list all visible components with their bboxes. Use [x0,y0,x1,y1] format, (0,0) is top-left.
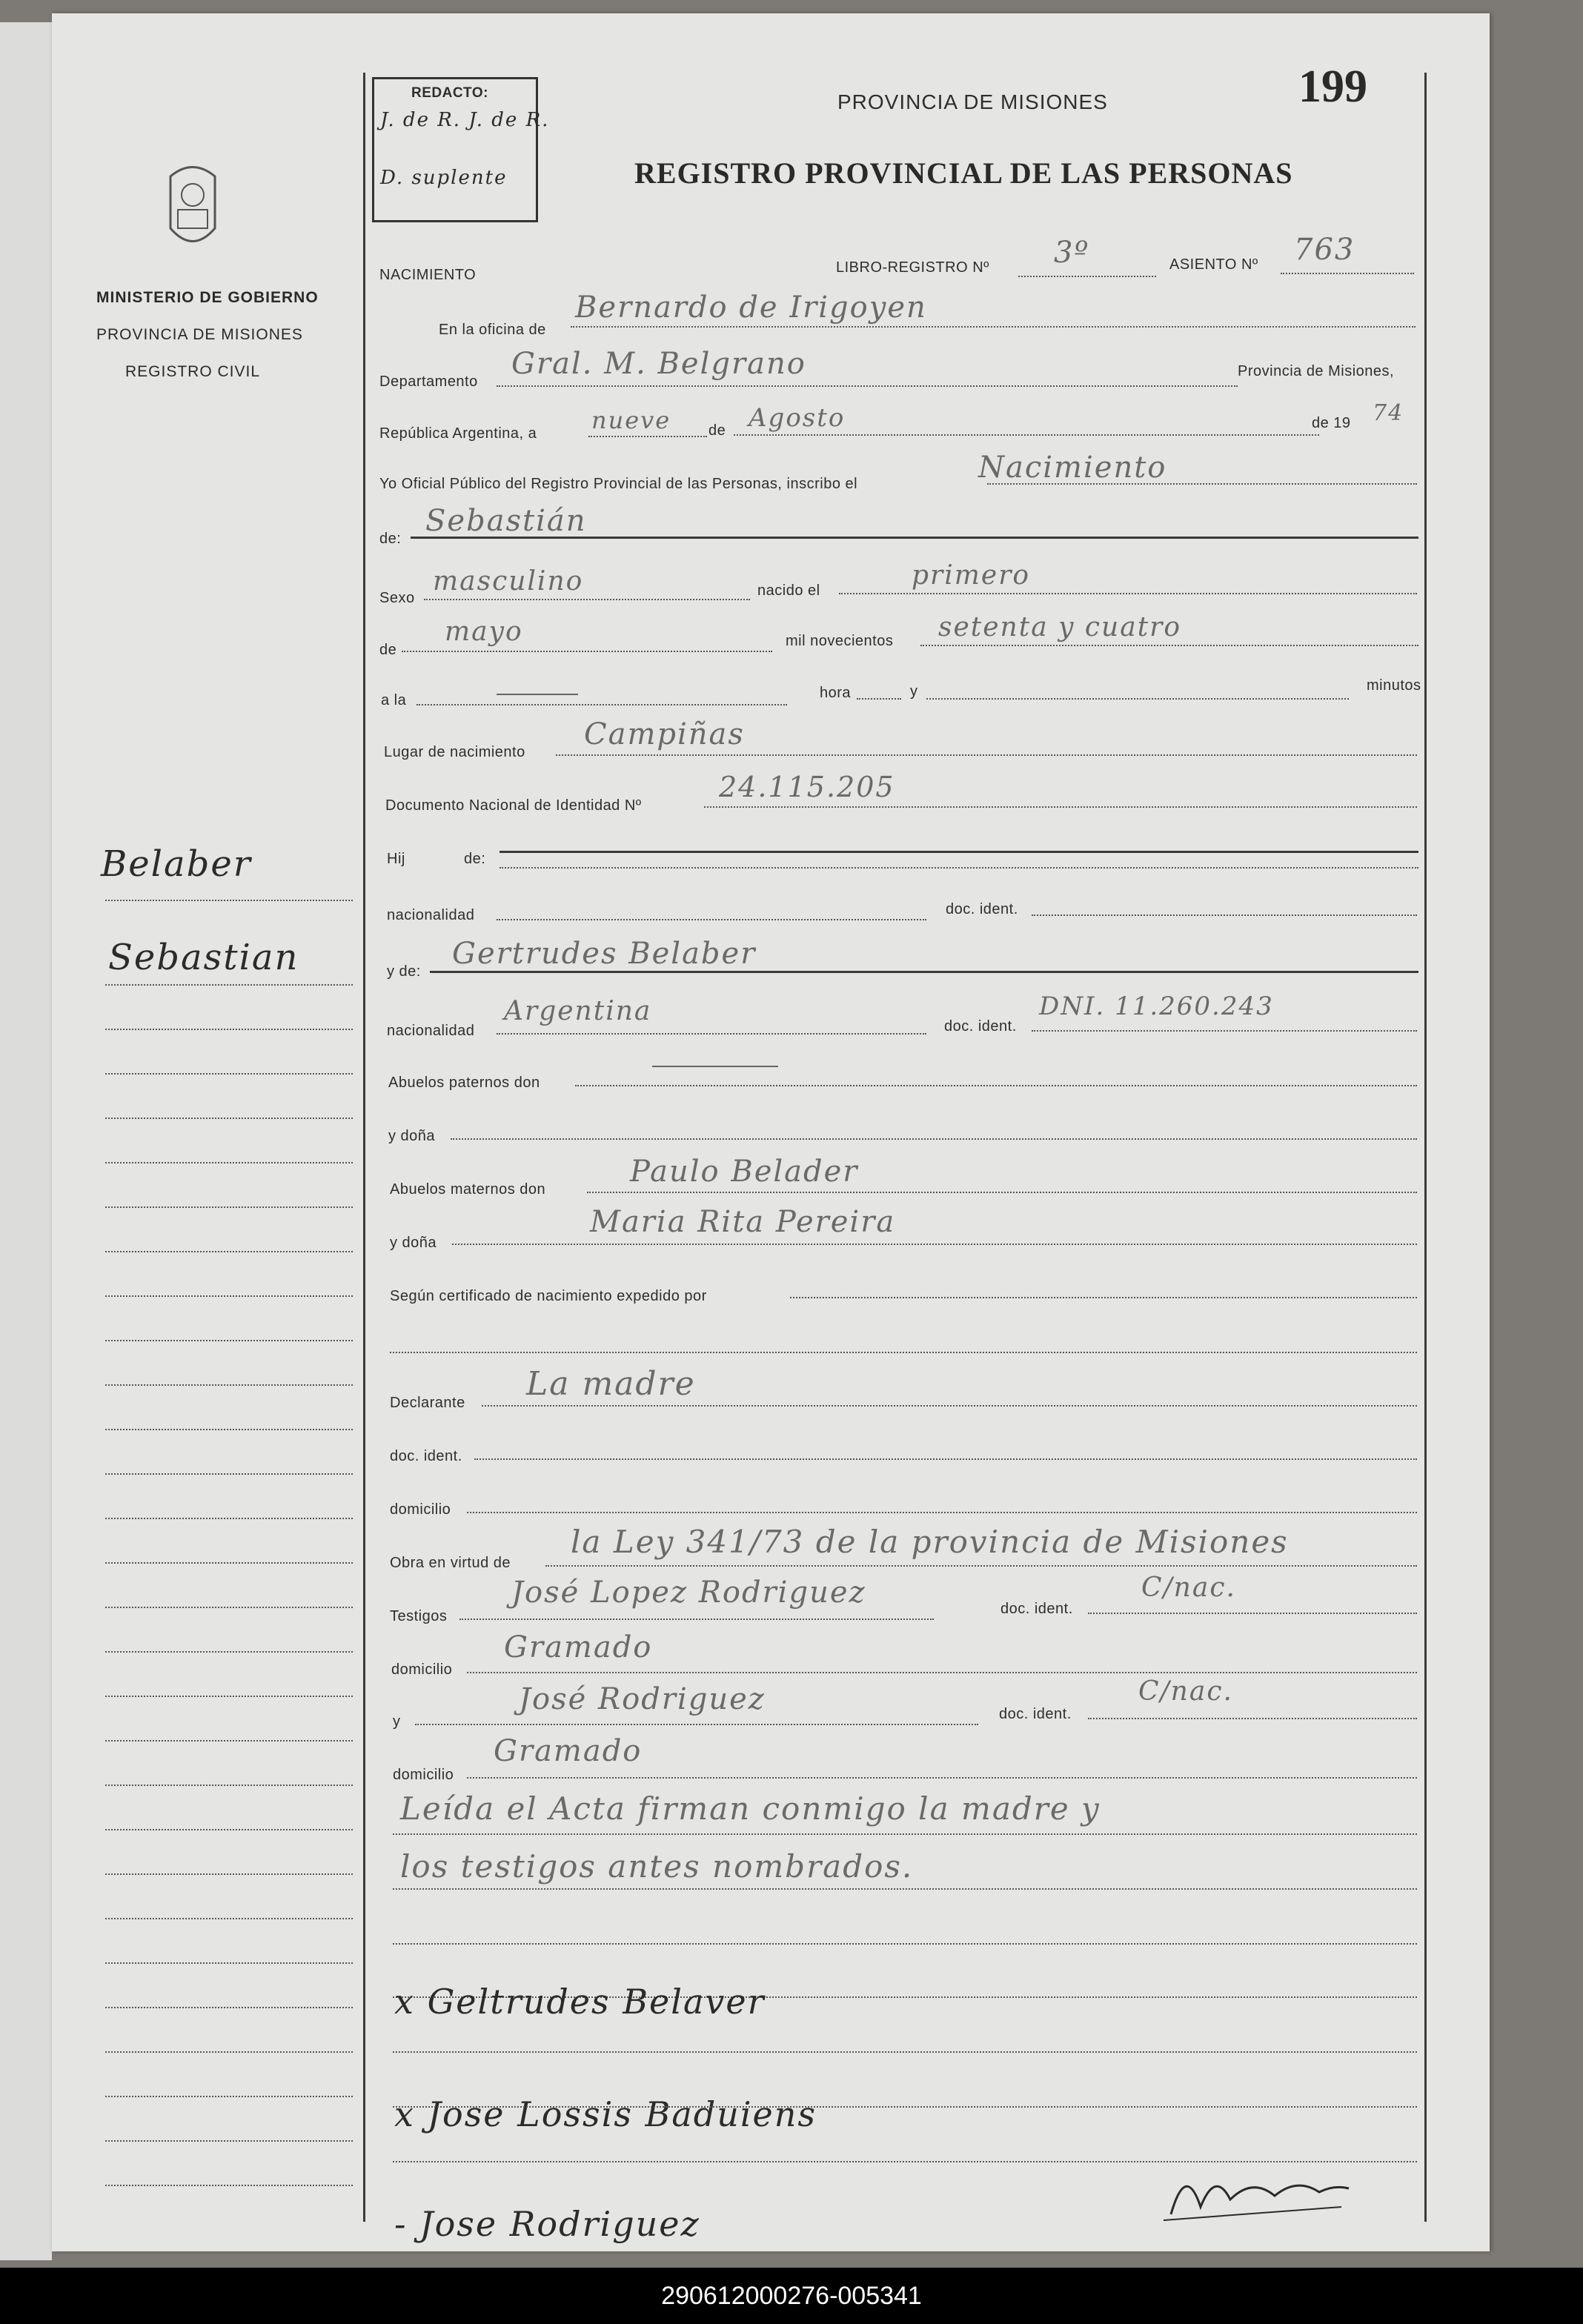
mother-rule [430,971,1418,973]
leida-line-1: Leída el Acta firman conmigo la madre y [400,1790,1101,1827]
firma-testigo-2: - Jose Rodriguez [394,2204,700,2244]
seal-icon [163,162,222,258]
registry-sheet [52,13,1490,2251]
testigo-1-dom-value: Gramado [504,1630,653,1664]
departamento-value: Gral. M. Belgrano [511,347,806,381]
y-de-label: y de: [387,963,421,980]
testigo-1-value: José Lopez Rodriguez [511,1576,866,1610]
testigo-2-dom-value: Gramado [494,1734,643,1768]
declarante-value: La madre [526,1365,696,1403]
abuelos-paternos-label: Abuelos paternos don [388,1075,540,1091]
anio-value: 74 [1373,400,1404,426]
sidebar-given-name: Sebastian [108,937,299,978]
firma-madre: x Geltrudes Belaver [394,1982,766,2022]
official-signature [1156,2155,1364,2229]
libro-label: LIBRO-REGISTRO Nº [836,259,989,276]
testigo-1-doc-value: C/nac. [1141,1573,1236,1603]
dia-value: nueve [591,406,671,434]
madre-doc-value: DNI. 11.260.243 [1039,992,1274,1021]
nacido-mes-value: mayo [445,617,523,647]
ministry-title: MINISTERIO DE GOBIERNO [96,289,319,306]
sidebar-office: REGISTRO CIVIL [125,363,261,380]
page-number: 199 [1298,62,1367,112]
provincia-label: Provincia de Misiones, [1238,363,1395,379]
right-rule [1424,73,1427,2222]
hora-label: hora [820,685,852,701]
sidebar-surname: Belaber [101,843,252,885]
doc-3-label: doc. ident. [390,1448,462,1464]
inscribe-value: Nacimiento [978,451,1167,485]
oficina-value: Bernardo de Irigoyen [575,290,927,325]
sexo-label: Sexo [379,590,415,606]
doc-4-label: doc. ident. [1000,1601,1073,1617]
abuela-mat-value: Maria Rita Pereira [590,1205,896,1239]
asiento-label: ASIENTO Nº [1169,256,1258,273]
hijo-label: Hij [387,851,405,867]
dni-value: 24.115.205 [719,771,895,803]
nacionalidad-2-label: nacionalidad [387,1023,475,1039]
hijo-de-label: de: [464,851,486,867]
nacimiento-label: NACIMIENTO [379,267,477,283]
dash-hour [497,694,578,695]
departamento-label: Departamento [379,374,478,390]
yo-oficial-label: Yo Oficial Público del Registro Provincial de las Personas, inscribo el [379,476,858,492]
domicilio-3-label: domicilio [393,1767,454,1783]
de-name-label: de: [379,531,402,547]
left-page-edge [0,22,52,2260]
minutos-label: minutos [1367,677,1421,694]
mil-label: mil novecientos [786,633,894,649]
redacto-label: REDACTO: [411,85,488,101]
madre-value: Gertrudes Belaber [452,937,757,971]
firma-testigo-1: x Jose Lossis Baduiens [394,2094,817,2134]
father-rule [500,851,1418,853]
doc-1-label: doc. ident. [946,901,1018,917]
dni-label: Documento Nacional de Identidad Nº [385,797,642,814]
registry-title: REGISTRO PROVINCIAL DE LAS PERSONAS [634,156,1293,190]
de-mid-label: de [708,422,726,439]
domicilio-2-label: domicilio [391,1661,453,1678]
a-la-label: a la [381,692,407,708]
sexo-value: masculino [433,566,584,597]
lugar-value: Campiñas [584,717,745,751]
nacionalidad-1-label: nacionalidad [387,907,475,923]
declarante-label: Declarante [390,1395,465,1411]
de-year-label: de 19 [1312,415,1351,431]
y-dona-1-label: y doña [388,1128,436,1144]
abuelos-maternos-label: Abuelos maternos don [390,1181,546,1198]
libro-value: 3º [1054,236,1090,270]
y-label: y [910,683,918,700]
nacido-anio-value: setenta y cuatro [938,612,1182,643]
obra-value: la Ley 341/73 de la provincia de Misiones [571,1524,1289,1560]
madre-nac-value: Argentina [504,996,652,1026]
oficina-label: En la oficina de [439,322,546,338]
leida-line-2: los testigos antes nombrados. [400,1848,914,1885]
redacto-line1: J. de R. J. de R. [380,109,550,131]
sidebar-province: PROVINCIA DE MISIONES [96,326,303,343]
asiento-value: 763 [1294,233,1355,267]
y-dona-2-label: y doña [390,1235,437,1251]
testigo-2-value: José Rodriguez [519,1682,766,1716]
testigo-2-doc-value: C/nac. [1138,1676,1233,1707]
nacido-label: nacido el [757,582,820,599]
nombre-value: Sebastián [425,504,587,538]
redacto-line2: D. suplente [380,167,508,189]
de-month-label: de [379,642,397,658]
lugar-label: Lugar de nacimiento [384,744,525,760]
mes-value: Agosto [749,403,846,433]
doc-2-label: doc. ident. [944,1018,1017,1035]
footer-id-bar: 290612000276-005341 [0,2268,1583,2324]
province-heading: PROVINCIA DE MISIONES [837,90,1108,113]
obra-label: Obra en virtud de [390,1555,511,1571]
republica-label: República Argentina, a [379,425,537,442]
domicilio-1-label: domicilio [390,1501,451,1518]
doc-5-label: doc. ident. [999,1706,1072,1722]
left-rule [363,73,365,2222]
nacido-dia-value: primero [912,560,1031,591]
testigos-label: Testigos [390,1608,448,1624]
y-2-label: y [393,1713,401,1730]
segun-label: Según certificado de nacimiento expedido por [390,1288,707,1304]
abuelo-mat-value: Paulo Belader [630,1155,859,1189]
dash-abuelo-pat [652,1066,778,1067]
redacto-stamp [372,77,550,222]
